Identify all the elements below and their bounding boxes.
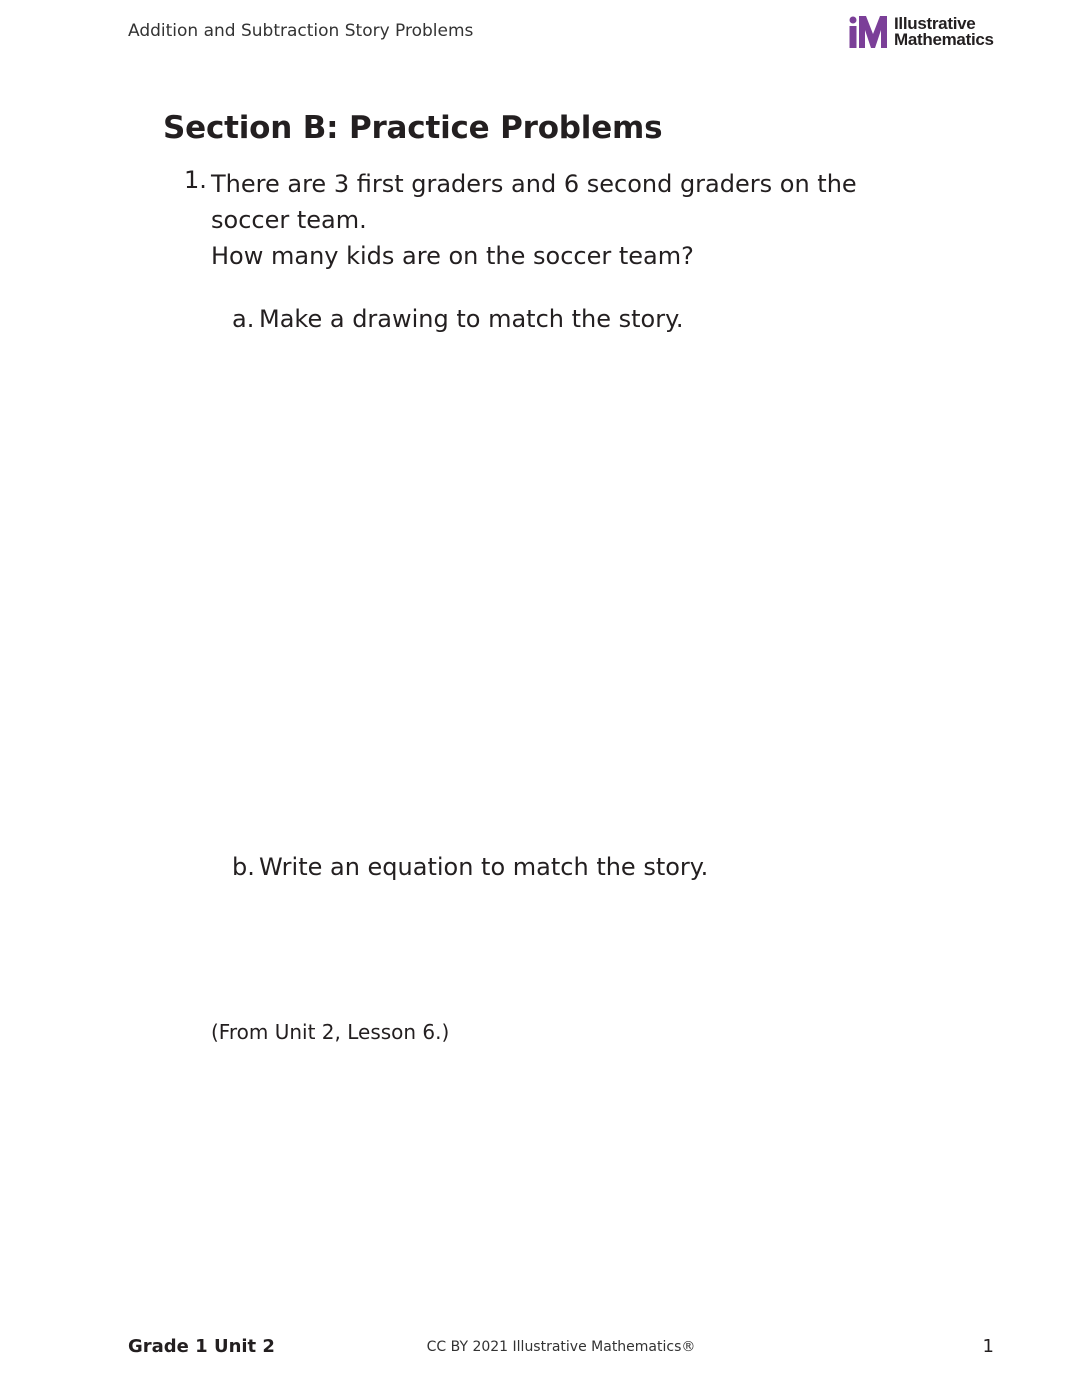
problem-line-1: There are 3 first graders and 6 second graders on the soccer team. [211,170,857,234]
problem-source: (From Unit 2, Lesson 6.) [211,1020,450,1044]
logo-line2: Mathematics [894,30,994,49]
logo-line1: Illustrative [894,14,976,33]
page-number: 1 [982,1336,994,1357]
im-logo-icon [848,16,888,48]
header-title: Addition and Subtraction Story Problems [128,21,474,41]
footer-license: CC BY 2021 Illustrative Mathematics® [426,1339,696,1355]
part-a-label: a. [232,305,255,333]
problem-number: 1. [184,166,207,194]
part-b-label: b. [232,853,255,881]
im-logo [848,16,994,48]
problem-line-2: How many kids are on the soccer team? [211,242,694,270]
footer-unit: Grade 1 Unit 2 [128,1336,275,1357]
logo-text [894,16,994,48]
part-b-text: Write an equation to match the story. [259,853,709,881]
part-a-text: Make a drawing to match the story. [259,305,684,333]
section-title: Section B: Practice Problems [163,110,663,146]
problem-text [211,166,931,274]
